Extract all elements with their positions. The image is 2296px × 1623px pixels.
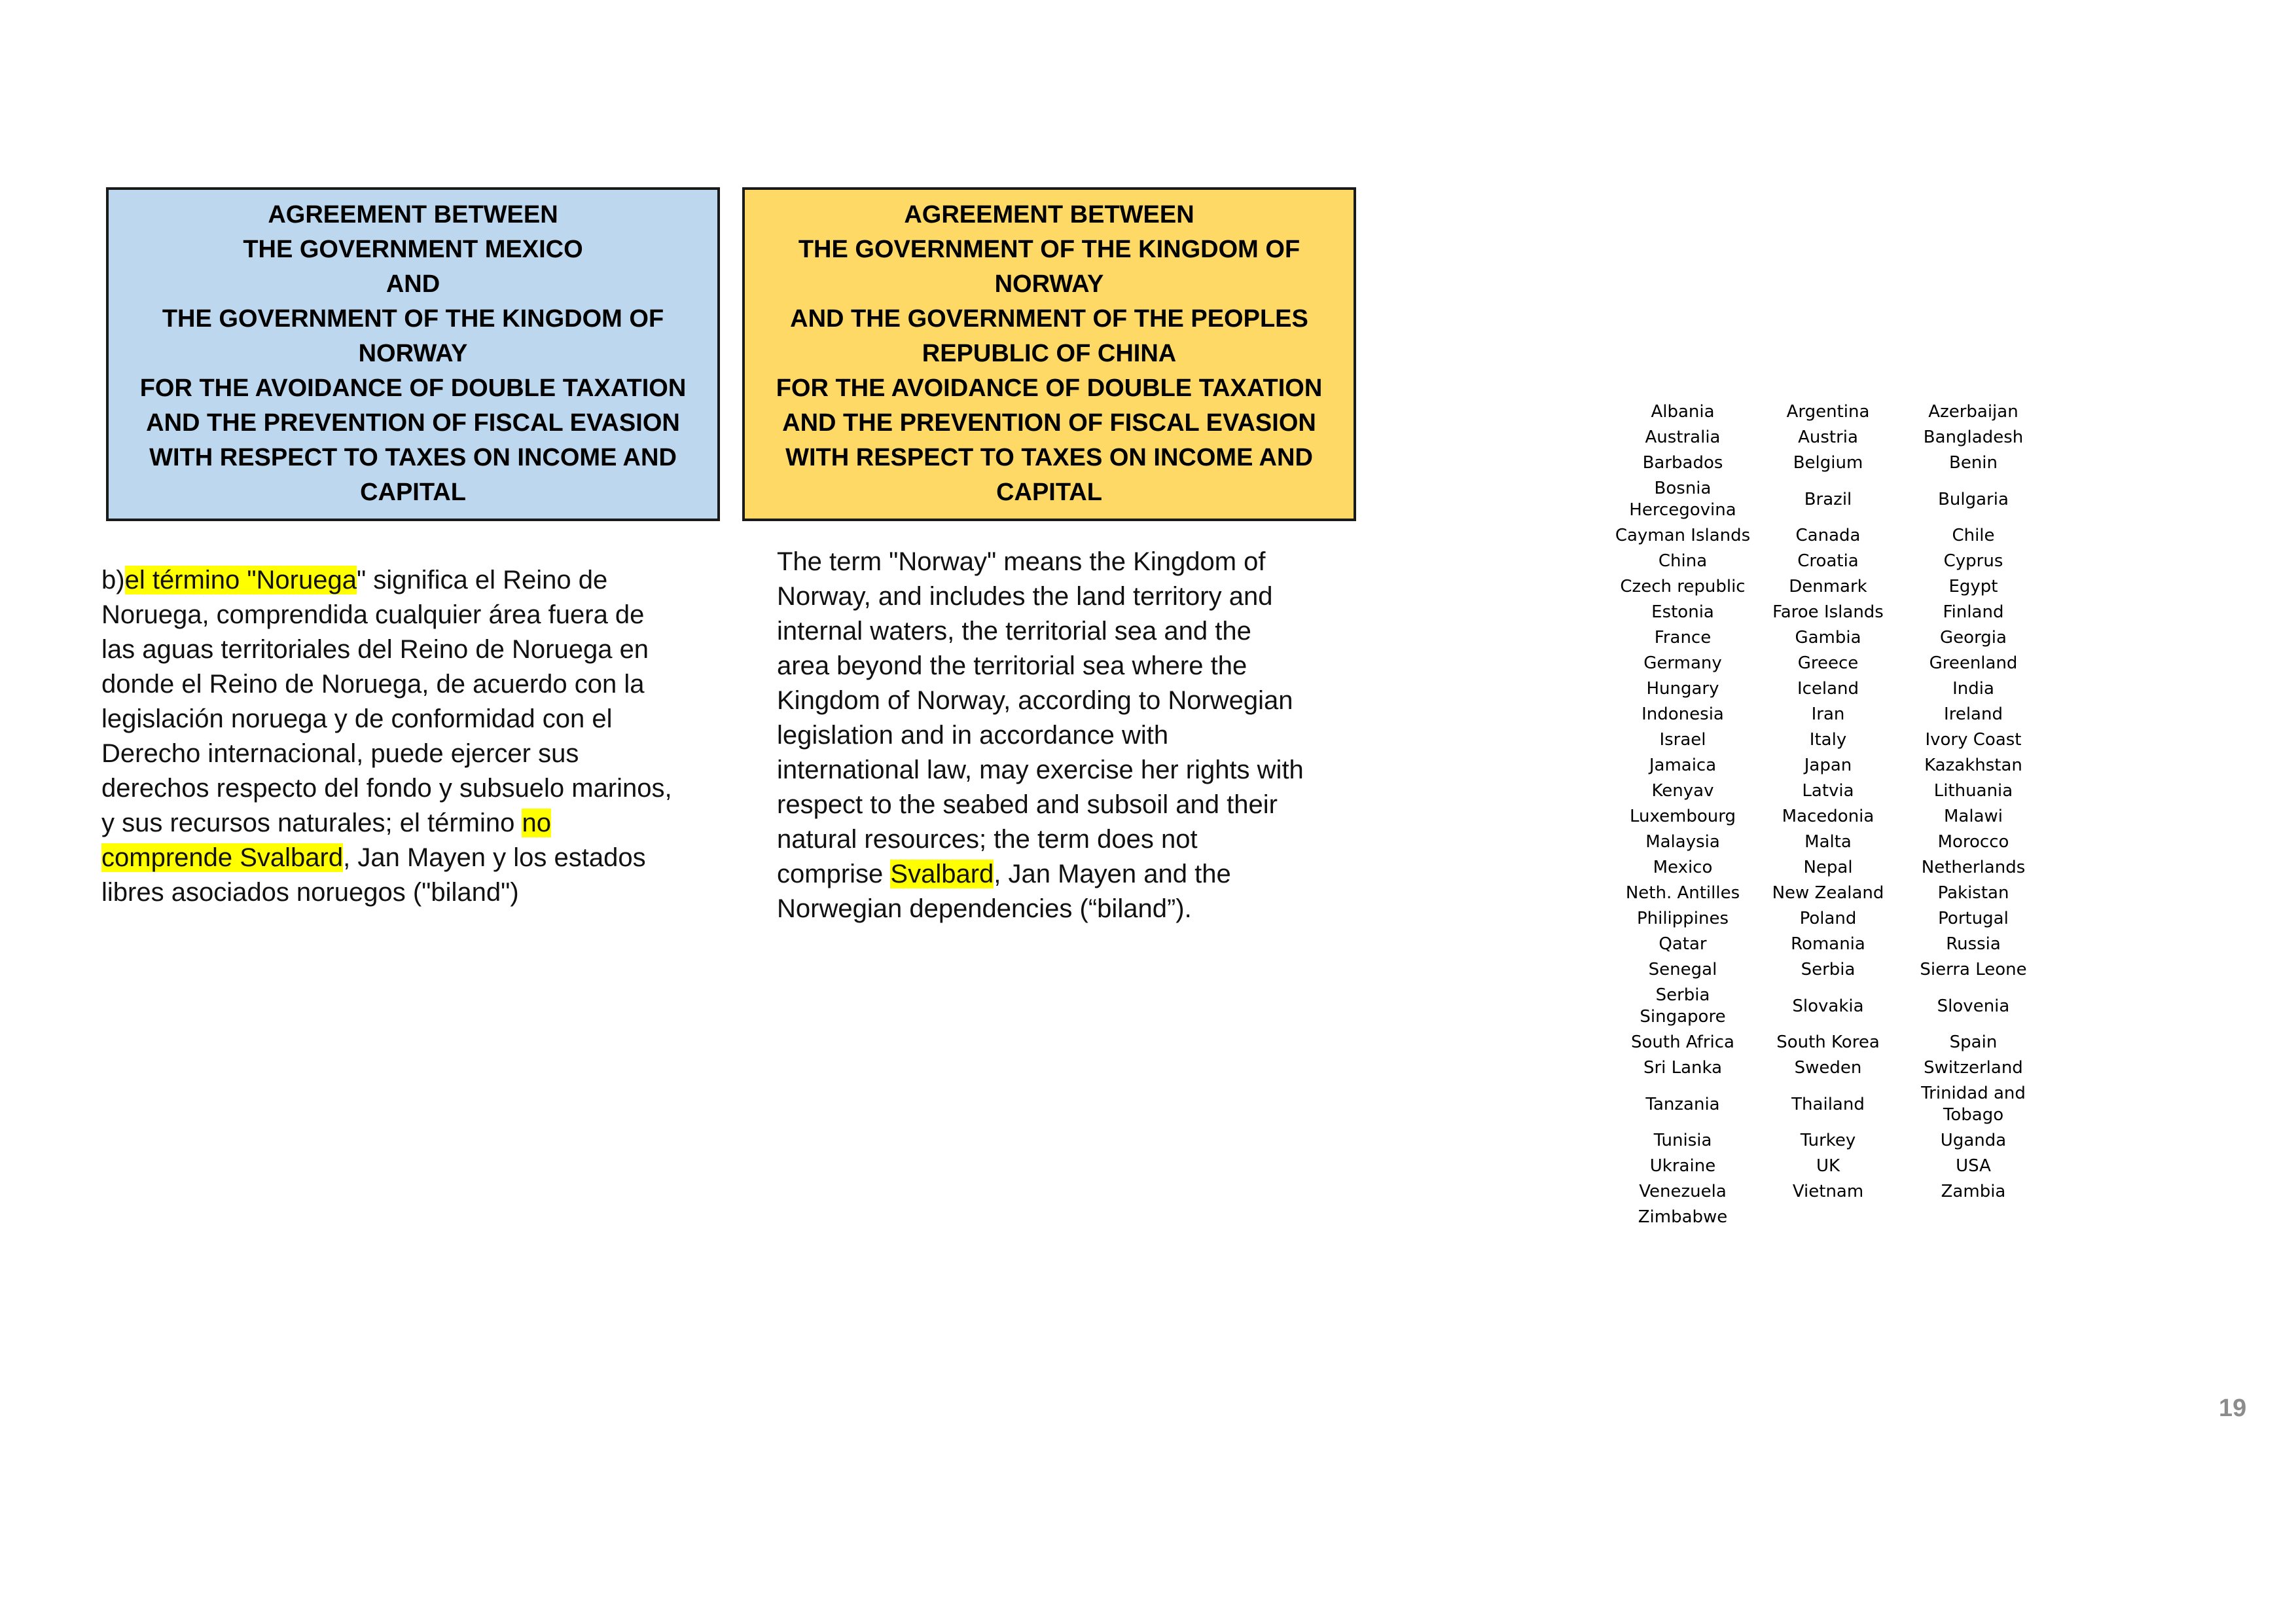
title-line: CAPITAL — [996, 479, 1102, 506]
country-list-body — [1610, 399, 2046, 1230]
country-cell: Nepal — [1803, 858, 1853, 877]
title-line: REPUBLIC OF CHINA — [922, 340, 1177, 367]
title-line: WITH RESPECT TO TAXES ON INCOME AND — [149, 444, 677, 471]
country-cell: Kenyav — [1651, 781, 1714, 801]
country-cell: Iran — [1811, 704, 1845, 724]
text-segment: y sus recursos naturales; el término — [101, 809, 522, 837]
country-cell: Azerbaijan — [1928, 402, 2018, 422]
text-line — [101, 563, 691, 598]
text-line: area beyond the territorial sea where the — [777, 651, 1247, 680]
title-line: AND — [386, 270, 440, 298]
country-cell: Japan — [1804, 756, 1852, 775]
country-row — [1610, 399, 2046, 425]
country-cell: Turkey — [1800, 1131, 1856, 1150]
text-line: natural resources; the term does not — [777, 825, 1198, 854]
country-cell: Australia — [1645, 428, 1721, 447]
country-row — [1610, 983, 2046, 1030]
country-cell: Serbia — [1801, 960, 1856, 979]
country-cell: Mexico — [1653, 858, 1713, 877]
highlighted-term: Svalbard — [890, 860, 994, 888]
title-line: NORWAY — [994, 270, 1104, 298]
country-cell: Uganda — [1940, 1131, 2007, 1150]
country-cell: Slovakia — [1792, 996, 1864, 1016]
country-row — [1610, 932, 2046, 957]
country-cell: Trinidad and Tobago — [1921, 1084, 2026, 1125]
country-cell: South Africa — [1631, 1032, 1734, 1052]
country-cell: Brazil — [1804, 489, 1852, 509]
text-segment: , Jan Mayen y los estados — [343, 843, 646, 872]
country-cell: Faroe Islands — [1772, 602, 1884, 622]
country-cell: Sweden — [1794, 1058, 1862, 1078]
country-cell: India — [1952, 679, 1994, 699]
country-row — [1610, 830, 2046, 855]
country-cell: Venezuela — [1639, 1182, 1727, 1201]
country-row — [1610, 1055, 2046, 1081]
country-row — [1610, 450, 2046, 476]
country-cell: Indonesia — [1641, 704, 1724, 724]
title-line: THE GOVERNMENT OF THE KINGDOM OF — [162, 305, 664, 333]
text-line: internal waters, the territorial sea and the — [777, 617, 1251, 646]
country-cell: France — [1654, 628, 1712, 647]
country-cell: Cayman Islands — [1615, 526, 1751, 545]
country-cell: Lithuania — [1933, 781, 2013, 801]
country-cell: Switzerland — [1924, 1058, 2023, 1078]
country-cell: Chile — [1952, 526, 1995, 545]
country-row — [1610, 574, 2046, 600]
country-row — [1610, 651, 2046, 676]
country-cell: Hungary — [1646, 679, 1719, 699]
country-row — [1610, 676, 2046, 702]
country-row — [1610, 906, 2046, 932]
title-line: CAPITAL — [360, 479, 466, 506]
country-cell: Cyprus — [1943, 551, 2003, 571]
country-row — [1610, 1179, 2046, 1205]
country-cell: Netherlands — [1921, 858, 2026, 877]
country-cell: Sierra Leone — [1920, 960, 2027, 979]
country-cell: Poland — [1799, 909, 1857, 928]
country-cell: Georgia — [1940, 628, 2007, 647]
highlighted-term: comprende Svalbard — [101, 843, 344, 872]
country-cell: Latvia — [1802, 781, 1854, 801]
country-cell: Greece — [1797, 653, 1859, 673]
text-segment: " significa el Reino de — [356, 566, 608, 594]
country-cell: Ireland — [1944, 704, 2003, 724]
country-cell: Serbia Singapore — [1640, 985, 1726, 1027]
text-line: legislation and in accordance with — [777, 721, 1169, 750]
country-cell: Italy — [1809, 730, 1847, 750]
country-cell: Bulgaria — [1938, 489, 2009, 509]
country-cell: Vietnam — [1792, 1182, 1864, 1201]
country-row — [1610, 855, 2046, 881]
country-cell — [1901, 1205, 2046, 1230]
text-line: Noruega, comprendida cualquier área fuera de — [101, 600, 645, 629]
country-row — [1610, 881, 2046, 906]
title-line: AGREEMENT BETWEEN — [904, 201, 1194, 228]
title-line: AND THE PREVENTION OF FISCAL EVASION — [146, 409, 680, 437]
title-line: AGREEMENT BETWEEN — [268, 201, 558, 228]
country-row — [1610, 1030, 2046, 1055]
title-line: AND THE GOVERNMENT OF THE PEOPLES — [790, 305, 1308, 333]
text-line: las aguas territoriales del Reino de Noruega en — [101, 635, 649, 664]
country-cell: Zambia — [1941, 1182, 2006, 1201]
english-norway-definition — [777, 545, 1366, 926]
spanish-norway-definition — [101, 563, 691, 910]
country-row — [1610, 1154, 2046, 1179]
text-line: international law, may exercise her rights with — [777, 756, 1304, 784]
country-row — [1610, 600, 2046, 625]
country-cell: New Zealand — [1772, 883, 1884, 903]
country-cell: Philippines — [1636, 909, 1729, 928]
text-line: derechos respecto del fondo y subsuelo marinos, — [101, 774, 672, 803]
country-cell: Macedonia — [1782, 807, 1874, 826]
title-line: NORWAY — [358, 340, 468, 367]
country-row — [1610, 1081, 2046, 1128]
title-line: THE GOVERNMENT OF THE KINGDOM OF — [798, 236, 1300, 263]
text-line: Kingdom of Norway, according to Norwegian — [777, 686, 1293, 715]
country-cell: Pakistan — [1937, 883, 2009, 903]
country-cell: Bangladesh — [1923, 428, 2024, 447]
country-cell: Neth. Antilles — [1625, 883, 1740, 903]
country-cell: China — [1658, 551, 1708, 571]
country-cell: Malaysia — [1645, 832, 1720, 852]
country-row — [1610, 702, 2046, 727]
page-number: 19 — [2219, 1395, 2247, 1422]
country-cell: Gambia — [1795, 628, 1861, 647]
country-cell: Jamaica — [1649, 756, 1717, 775]
country-row — [1610, 1205, 2046, 1230]
country-cell: Luxembourg — [1629, 807, 1736, 826]
title-line: FOR THE AVOIDANCE OF DOUBLE TAXATION — [139, 374, 687, 402]
text-line: respect to the seabed and subsoil and their — [777, 790, 1278, 819]
text-line: The term "Norway" means the Kingdom of — [777, 547, 1266, 576]
text-line: libres asociados noruegos ("biland") — [101, 878, 519, 907]
country-cell: Romania — [1791, 934, 1865, 954]
country-cell: USA — [1956, 1156, 1991, 1176]
country-cell: Greenland — [1929, 653, 2018, 673]
country-row — [1610, 549, 2046, 574]
text-line: Derecho internacional, puede ejercer sus — [101, 739, 579, 768]
country-cell: Tunisia — [1653, 1131, 1712, 1150]
country-cell: Estonia — [1651, 602, 1714, 622]
country-row — [1610, 727, 2046, 753]
country-cell: Sri Lanka — [1643, 1058, 1723, 1078]
country-cell: Thailand — [1791, 1094, 1865, 1114]
country-cell: Slovenia — [1937, 996, 2010, 1016]
country-cell: Benin — [1948, 453, 1998, 473]
country-cell: Russia — [1946, 934, 2001, 954]
mexico-norway-agreement-title — [106, 187, 720, 521]
country-cell: Egypt — [1948, 577, 1998, 596]
country-row — [1610, 476, 2046, 523]
country-cell — [1755, 1205, 1901, 1230]
country-cell: Iceland — [1797, 679, 1859, 699]
country-cell: Germany — [1643, 653, 1722, 673]
country-row — [1610, 804, 2046, 830]
title-line: FOR THE AVOIDANCE OF DOUBLE TAXATION — [776, 374, 1323, 402]
highlighted-term: no — [522, 809, 551, 837]
country-cell: Barbados — [1642, 453, 1723, 473]
country-cell: Tanzania — [1645, 1094, 1720, 1114]
country-cell: Argentina — [1786, 402, 1870, 422]
country-cell: Portugal — [1938, 909, 2009, 928]
country-cell: Ukraine — [1649, 1156, 1716, 1176]
text-line: donde el Reino de Noruega, de acuerdo con la — [101, 670, 645, 699]
text-line — [101, 841, 691, 875]
text-line: Norway, and includes the land territory and — [777, 582, 1273, 611]
country-cell: South Korea — [1776, 1032, 1880, 1052]
country-cell: Czech republic — [1620, 577, 1746, 596]
country-cell: Zimbabwe — [1638, 1207, 1728, 1227]
country-cell: Albania — [1651, 402, 1715, 422]
text-line — [101, 806, 691, 841]
text-segment: b) — [101, 566, 125, 594]
country-cell: Malta — [1804, 832, 1852, 852]
country-cell: Malawi — [1943, 807, 2003, 826]
country-row — [1610, 957, 2046, 983]
text-segment: comprise — [777, 860, 891, 888]
country-cell: Canada — [1795, 526, 1861, 545]
country-row — [1610, 425, 2046, 450]
country-row — [1610, 753, 2046, 778]
title-line: THE GOVERNMENT MEXICO — [243, 236, 583, 263]
text-line: legislación noruega y de conformidad con el — [101, 704, 613, 733]
country-list — [1610, 399, 2046, 1230]
country-cell: Finland — [1943, 602, 2004, 622]
country-cell: Qatar — [1659, 934, 1707, 954]
country-row — [1610, 778, 2046, 804]
norway-china-agreement-title — [742, 187, 1356, 521]
country-cell: Kazakhstan — [1924, 756, 2022, 775]
country-row — [1610, 625, 2046, 651]
title-line: AND THE PREVENTION OF FISCAL EVASION — [782, 409, 1316, 437]
text-line — [777, 857, 1366, 892]
text-line: Norwegian dependencies (“biland”). — [777, 894, 1192, 923]
country-row — [1610, 1128, 2046, 1154]
title-line: WITH RESPECT TO TAXES ON INCOME AND — [785, 444, 1313, 471]
country-cell: Morocco — [1937, 832, 2009, 852]
country-cell: Bosnia Hercegovina — [1629, 479, 1736, 520]
country-cell: Croatia — [1797, 551, 1859, 571]
country-cell: Ivory Coast — [1925, 730, 2022, 750]
highlighted-term: el término "Noruega — [124, 566, 357, 594]
country-cell: Austria — [1798, 428, 1858, 447]
country-cell: Israel — [1659, 730, 1706, 750]
country-cell: Belgium — [1793, 453, 1863, 473]
text-segment: , Jan Mayen and the — [994, 860, 1231, 888]
country-cell: Denmark — [1789, 577, 1867, 596]
country-cell: UK — [1816, 1156, 1840, 1176]
country-cell: Spain — [1949, 1032, 1998, 1052]
country-row — [1610, 523, 2046, 549]
country-cell: Senegal — [1648, 960, 1717, 979]
